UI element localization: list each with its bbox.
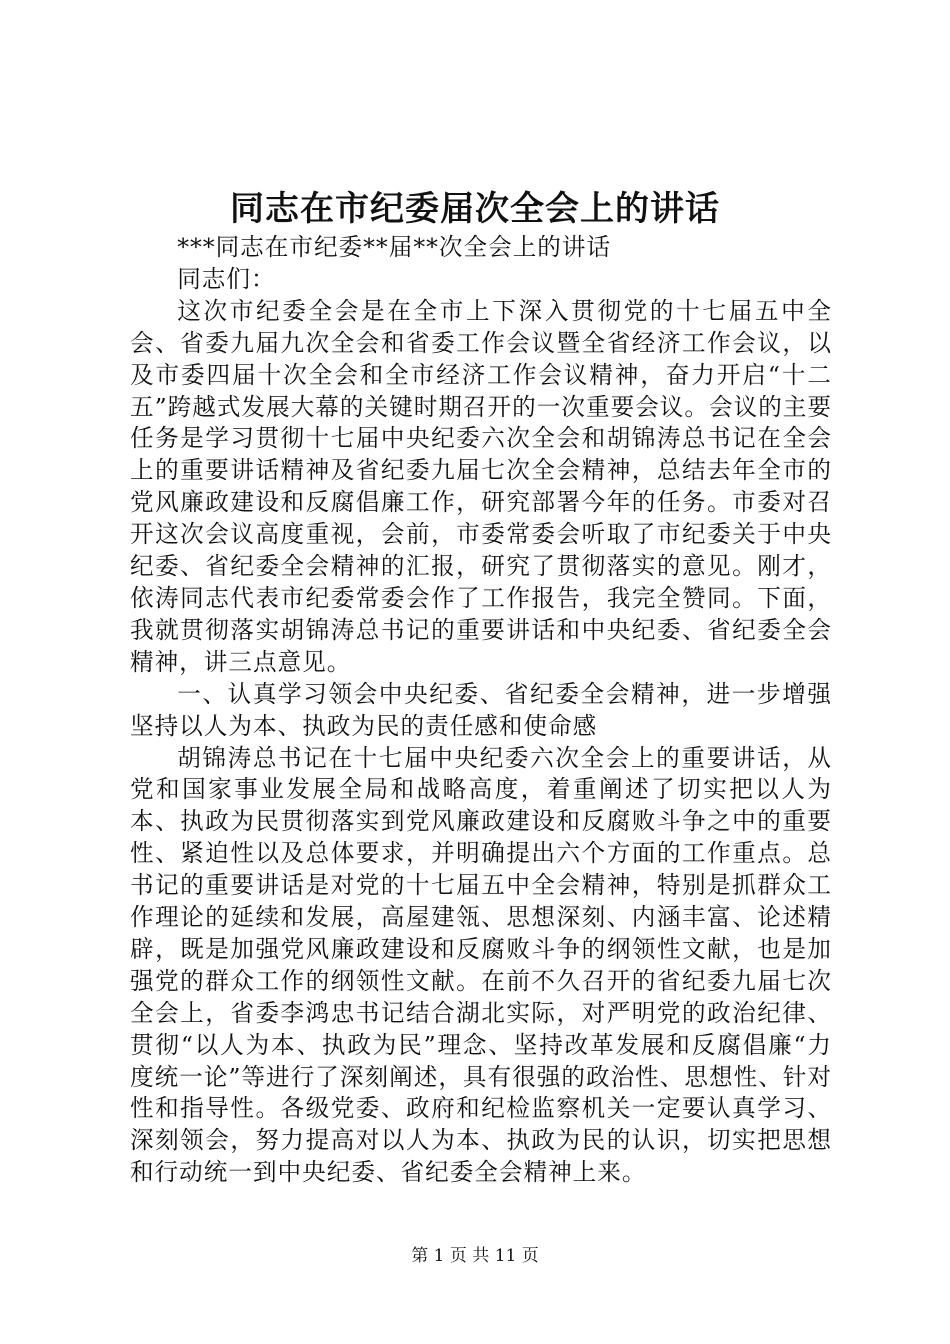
document-title: 同志在市纪委届次全会上的讲话 <box>230 189 720 229</box>
document-body <box>130 232 832 1189</box>
body-paragraph: 这次市纪委全会是在全市上下深入贯彻党的十七届五中全会、省委九届九次全会和省委工作会议暨全省经济工作会议，以及市委四届十次全会和全市经济工作会议精神，奋力开启“十二五”跨越式发展大幕的关键时期召开的一次重要会议。会议的主要任务是学习贯彻十七届中央纪委六次全会和胡锦涛总书记在全会上的重要讲话精神及省纪委九届七次全会精神，总结去年全市的党风廉政建设和反腐倡廉工作，研究部署今年的任务。市委对召开这次会议高度重视，会前，市委常委会听取了市纪委关于中央纪委、省纪委全会精神的汇报，研究了贯彻落实的意见。刚才，依涛同志代表市纪委常委会作了工作报告，我完全赞同。下面，我就贯彻落实胡锦涛总书记的重要讲话和中央纪委、省纪委全会精神，讲三点意见。 <box>130 296 832 676</box>
page-number-footer: 第 1 页 共 11 页 <box>411 1246 539 1266</box>
subtitle-paragraph: ***同志在市纪委**届**次全会上的讲话 <box>177 233 612 261</box>
section-heading: 一、认真学习领会中央纪委、省纪委全会精神，进一步增强坚持以人为本、执政为民的责任感和使命感 <box>130 679 832 740</box>
body-paragraph: 胡锦涛总书记在十七届中央纪委六次全会上的重要讲话，从党和国家事业发展全局和战略高度，着重阐述了切实把以人为本、执政为民贯彻落实到党风廉政建设和反腐败斗争之中的重要性、紧迫性以及总体要求，并明确提出六个方面的工作重点。总书记的重要讲话是对党的十七届五中全会精神，特别是抓群众工作理论的延续和发展，高屋建瓴、思想深刻、内涵丰富、论述精辟，既是加强党风廉政建设和反腐败斗争的纲领性文献，也是加强党的群众工作的纲领性文献。在前不久召开的省纪委九届七次全会上，省委李鸿忠书记结合湖北实际，对严明党的政治纪律、贯彻“以人为本、执政为民”理念、坚持改革发展和反腐倡廉“力度统一论”等进行了深刻阐述，具有很强的政治性、思想性、针对性和指导性。各级党委、政府和纪检监察机关一定要认真学习、深刻领会，努力提高对以人为本、执政为民的认识，切实把思想和行动统一到中央纪委、省纪委全会精神上来。 <box>130 743 832 1187</box>
salutation-paragraph: 同志们： <box>177 264 276 293</box>
